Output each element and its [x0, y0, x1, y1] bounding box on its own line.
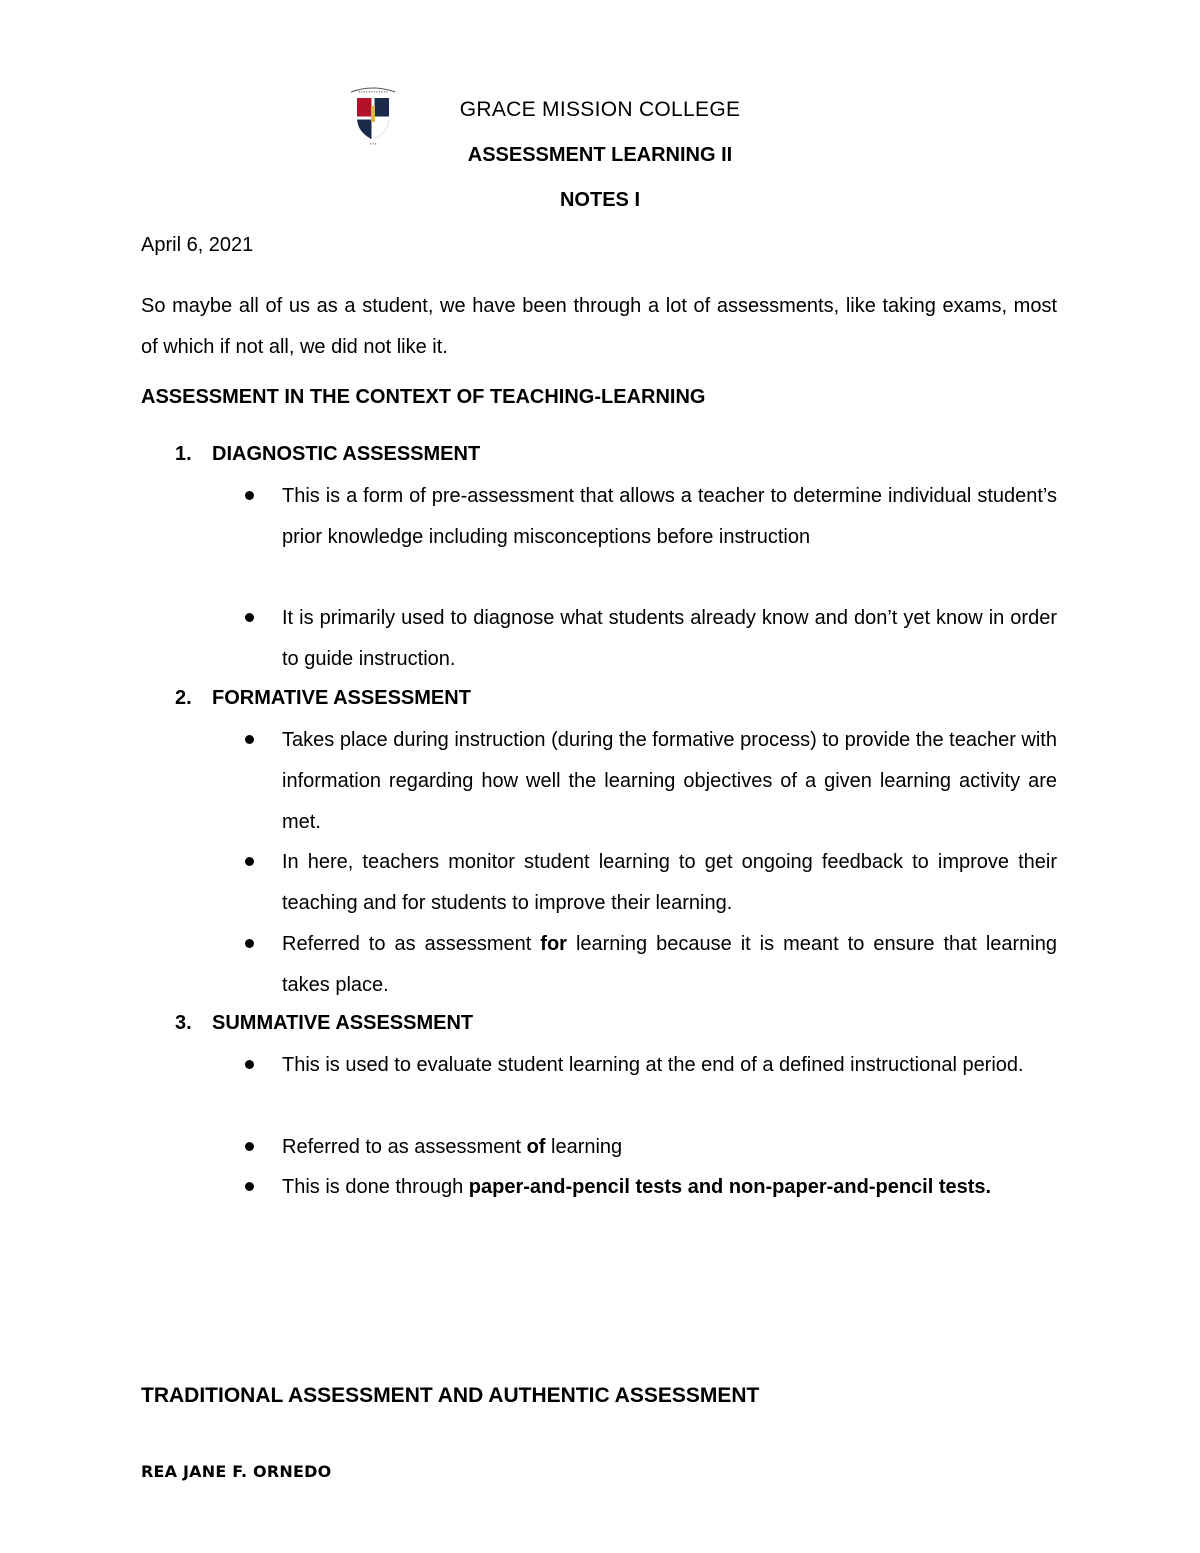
- list-item: [245, 1045, 1057, 1086]
- bullet-icon: [245, 1142, 254, 1151]
- list-item: [245, 476, 1057, 558]
- college-name: GRACE MISSION COLLEGE: [459, 98, 741, 121]
- bold-term: of: [526, 1136, 546, 1158]
- bullet-icon: [245, 857, 254, 866]
- bullet-icon: [245, 613, 254, 622]
- section-heading-summative: [175, 1012, 473, 1035]
- svg-text:∙∙∙∙∙∙∙∙∙∙∙∙: ∙∙∙∙∙∙∙∙∙∙∙∙: [357, 89, 389, 94]
- document-subtitle: NOTES I: [559, 189, 640, 211]
- list-item: [245, 720, 1057, 843]
- bullet-text: It is primarily used to diagnose what students already know and don’t yet know in order to guide instruction.: [282, 607, 1057, 670]
- bullet-text: Takes place during instruction (during the formative process) to provide the teacher with information regarding how well the learning objectives of a given learning activity are met.: [282, 729, 1057, 833]
- section-heading-formative: [175, 687, 471, 710]
- bold-term: for: [540, 933, 567, 955]
- bullet-text: In here, teachers monitor student learning to get ongoing feedback to improve their teaching and for students to improve their learning.: [282, 851, 1057, 914]
- bullet-text: Referred to as assessment for learning because it is meant to ensure that learning takes place.: [282, 933, 1057, 996]
- bold-term: paper-and-pencil tests and non-paper-and-pencil tests.: [468, 1176, 992, 1198]
- author-footer: REA JANE F. ORNEDO: [141, 1462, 332, 1481]
- list-item: [245, 1167, 1057, 1208]
- section-title: FORMATIVE ASSESSMENT: [212, 687, 471, 709]
- section-title: DIAGNOSTIC ASSESSMENT: [212, 443, 481, 465]
- list-item: [245, 842, 1057, 924]
- list-item: [245, 598, 1057, 680]
- bullet-icon: [245, 939, 254, 948]
- bullet-text: This is used to evaluate student learning at the end of a defined instructional period.: [282, 1054, 1024, 1076]
- intro-paragraph: So maybe all of us as a student, we have been through a lot of assessments, like taking exams, most of which if not all, we did not like it.: [141, 295, 1057, 358]
- list-item: [245, 924, 1057, 1006]
- bullet-icon: [245, 491, 254, 500]
- section-title: SUMMATIVE ASSESSMENT: [212, 1012, 474, 1034]
- bullet-icon: [245, 735, 254, 744]
- list-item: [245, 1127, 1057, 1168]
- bullet-text: This is a form of pre-assessment that allows a teacher to determine individual student’s prior knowledge including misconceptions before instruction: [282, 485, 1057, 548]
- context-heading: ASSESSMENT IN THE CONTEXT OF TEACHING-LEARNING: [141, 386, 706, 408]
- document-title: ASSESSMENT LEARNING II: [467, 144, 733, 166]
- section-heading-diagnostic: [175, 443, 480, 466]
- section-number: 2.: [175, 687, 192, 709]
- bullet-icon: [245, 1182, 254, 1191]
- bullet-icon: [245, 1060, 254, 1069]
- bullet-text: Referred to as assessment of learning: [282, 1136, 623, 1158]
- section-number: 1.: [175, 443, 192, 465]
- svg-text:∙∙∙: ∙∙∙: [369, 141, 377, 146]
- document-date: April 6, 2021: [141, 234, 254, 256]
- bullet-text: This is done through paper-and-pencil tests and non-paper-and-pencil tests.: [282, 1176, 992, 1198]
- traditional-heading: TRADITIONAL ASSESSMENT AND AUTHENTIC ASSESSMENT: [141, 1384, 760, 1407]
- section-number: 3.: [175, 1012, 192, 1034]
